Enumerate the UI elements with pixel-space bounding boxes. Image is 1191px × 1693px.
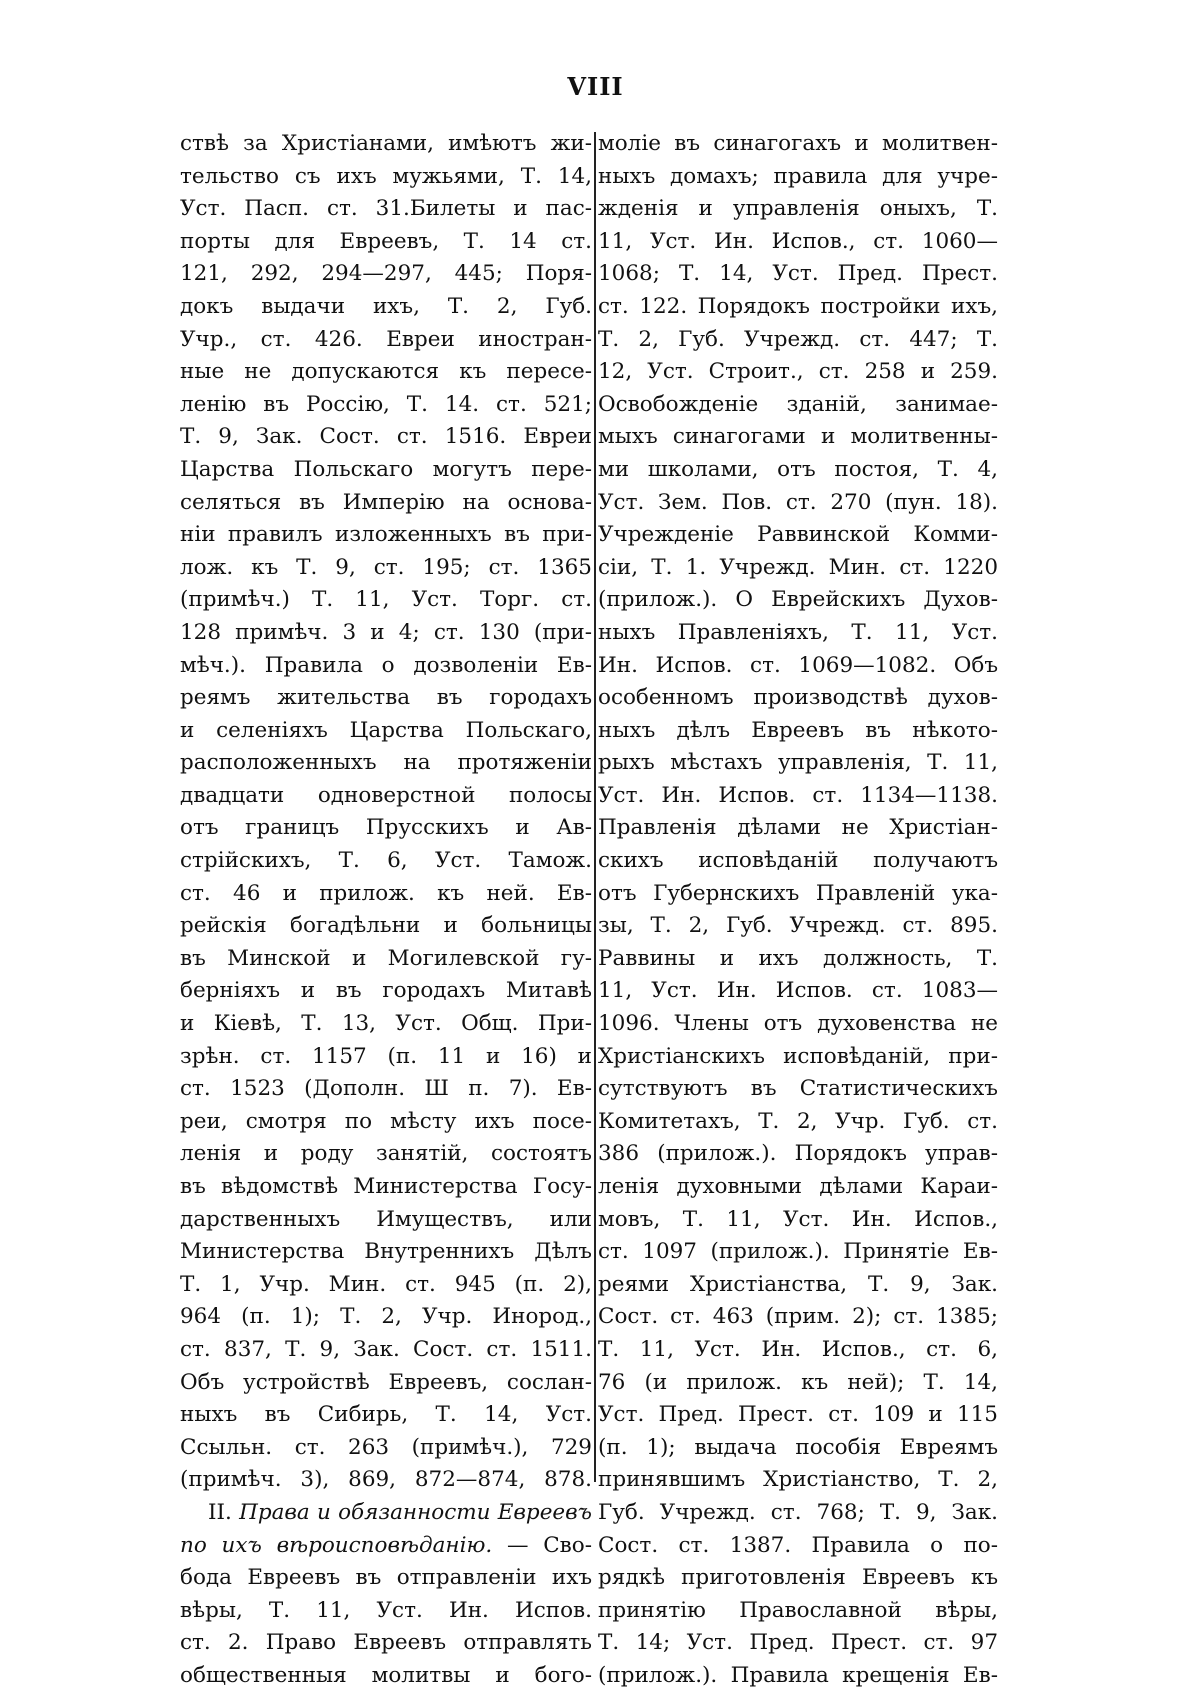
text-line: 11, Уст. Ин. Испов., ст. 1060— <box>598 228 998 254</box>
text-line: ленія духовными дѣлами Караи- <box>598 1174 998 1199</box>
text-line: лож. къ Т. 9, ст. 195; ст. 1365 <box>180 554 592 580</box>
text-line: Уст. Ин. Испов. ст. 1134—1138. <box>598 782 998 808</box>
text-line: Т. 14; Уст. Пред. Прест. ст. 97 <box>598 1630 998 1656</box>
text-line: ныхъ домахъ; правила для учре- <box>598 163 998 189</box>
text-line: Уст. Пасп. ст. 31.Билеты и пас- <box>180 196 592 222</box>
text-line: реи, смотря по мѣсту ихъ посе- <box>180 1108 592 1134</box>
column-divider <box>594 132 596 1482</box>
text-line: 128 примѣч. 3 и 4; ст. 130 (при- <box>180 619 592 645</box>
text-line: особенномъ производствѣ духов- <box>598 685 998 711</box>
text-line: бода Евреевъ въ отправленіи ихъ <box>180 1565 592 1591</box>
text-line: Учрежденіе Раввинской Комми- <box>598 522 998 548</box>
text-line: ленію въ Россію, Т. 14. ст. 521; <box>180 391 592 417</box>
text-line: отъ границъ Прусскихъ и Ав- <box>180 815 592 841</box>
text-line: (п. 1); выдача пособія Евреямъ <box>598 1434 998 1460</box>
text-line: общественныя молитвы и бого- <box>180 1662 592 1688</box>
text-line: ленія и роду занятій, состоятъ <box>180 1141 592 1167</box>
text-line: и Кіевѣ, Т. 13, Уст. Общ. При- <box>180 1011 592 1037</box>
text-line: Учр., ст. 426. Евреи иностран- <box>180 326 592 352</box>
text-line: въ вѣдомствѣ Министерства Госу- <box>180 1174 592 1199</box>
text-line: Сост. ст. 1387. Правила о по- <box>598 1532 998 1558</box>
text-line: дарственныхъ Имуществъ, или <box>180 1206 592 1232</box>
text-line: мыхъ синагогами и молитвенны- <box>598 424 998 450</box>
text-line: Освобожденіе зданій, занимае- <box>598 391 998 417</box>
text-line: (примѣч.) Т. 11, Уст. Торг. ст. <box>180 587 592 613</box>
text-line: Раввины и ихъ должность, Т. <box>598 945 998 971</box>
text-line: (примѣч. 3), 869, 872—874, 878. <box>180 1467 592 1493</box>
text-line: жденія и управленія оныхъ, Т. <box>598 196 998 222</box>
section-title-line1: Права и обязанности Евреевъ <box>239 1499 592 1525</box>
text-line: ст. 2. Право Евреевъ отправлять <box>180 1630 592 1656</box>
text-line: (прилож.). Правила крещенія Ев- <box>598 1662 998 1688</box>
text-line: рыхъ мѣстахъ управленія, Т. 11, <box>598 750 998 776</box>
right-column <box>598 128 998 1693</box>
text-line: ныхъ въ Сибирь, Т. 14, Уст. <box>180 1402 592 1428</box>
text-line: Правленія дѣлами не Христіан- <box>598 815 998 841</box>
text-line: ныхъ дѣлъ Евреевъ въ нѣкото- <box>598 717 998 743</box>
text-line: двадцати одноверстной полосы <box>180 782 592 808</box>
section-heading-continuation: — Сво- <box>492 1532 592 1558</box>
text-line: моліе въ синагогахъ и молитвен- <box>598 131 998 156</box>
text-line: Ин. Испов. ст. 1069—1082. Объ <box>598 652 998 678</box>
text-line: и селеніяхъ Царства Польскаго, <box>180 717 592 743</box>
text-line: Уст. Зем. Пов. ст. 270 (пун. 18). <box>598 489 998 515</box>
text-line: въ Минской и Могилевской гу- <box>180 945 592 971</box>
text-line: Царства Польскаго могутъ пере- <box>180 456 592 482</box>
text-line: реями Христіанства, Т. 9, Зак. <box>598 1271 998 1297</box>
text-line: Т. 1, Учр. Мин. ст. 945 (п. 2), <box>180 1271 592 1297</box>
text-line: принятію Православной вѣры, <box>598 1597 998 1623</box>
text-line: сутствуютъ въ Статистическихъ <box>598 1076 998 1102</box>
section-heading-line2 <box>180 1530 592 1563</box>
text-line: ствѣ за Христіанами, имѣютъ жи- <box>180 131 592 156</box>
text-line: зрѣн. ст. 1157 (п. 11 и 16) и <box>180 1043 592 1069</box>
text-line: сіи, Т. 1. Учрежд. Мин. ст. 1220 <box>598 554 998 580</box>
text-line: 1068; Т. 14, Уст. Пред. Прест. <box>598 261 998 287</box>
text-line: расположенныхъ на протяженіи <box>180 750 592 776</box>
text-line: 12, Уст. Строит., ст. 258 и 259. <box>598 359 998 385</box>
text-line: мовъ, Т. 11, Уст. Ин. Испов., <box>598 1206 998 1232</box>
text-line: вѣры, Т. 11, Уст. Ин. Испов. <box>180 1597 592 1623</box>
page-number: VIII <box>567 72 624 101</box>
text-line: ст. 46 и прилож. къ ней. Ев- <box>180 880 592 906</box>
text-line: отъ Губернскихъ Правленій ука- <box>598 880 998 906</box>
text-line: Сост. ст. 463 (прим. 2); ст. 1385; <box>598 1304 998 1330</box>
text-line: ст. 837, Т. 9, Зак. Сост. ст. 1511. <box>180 1336 592 1362</box>
text-line: Т. 9, Зак. Сост. ст. 1516. Евреи <box>180 424 592 450</box>
text-line: реямъ жительства въ городахъ <box>180 685 592 711</box>
section-number: II. <box>208 1499 232 1525</box>
section-title-line2: по ихъ вѣроисповѣданію. <box>180 1532 493 1558</box>
left-column <box>180 128 592 1693</box>
text-line: мѣч.). Правила о дозволеніи Ев- <box>180 652 592 678</box>
text-line: тельство съ ихъ мужьями, Т. 14, <box>180 163 592 189</box>
section-heading-line1 <box>180 1497 592 1530</box>
text-line: 121, 292, 294—297, 445; Поря- <box>180 261 592 287</box>
text-line: Христіанскихъ исповѣданій, при- <box>598 1043 998 1069</box>
text-line: селяться въ Имперію на основа- <box>180 489 592 515</box>
text-line: Губ. Учрежд. ст. 768; Т. 9, Зак. <box>598 1499 998 1525</box>
text-line: рейскія богадѣльни и больницы <box>180 913 592 939</box>
text-line: Объ устройствѣ Евреевъ, сослан- <box>180 1369 592 1395</box>
text-line: ст. 1523 (Дополн. Ш п. 7). Ев- <box>180 1076 592 1102</box>
text-line: порты для Евреевъ, Т. 14 ст. <box>180 228 592 254</box>
text-line: рядкѣ приготовленія Евреевъ къ <box>598 1565 998 1591</box>
text-line: ные не допускаются къ пересе- <box>180 359 592 385</box>
text-line: ст. 122. Порядокъ постройки ихъ, <box>598 293 998 319</box>
text-line: ныхъ Правленіяхъ, Т. 11, Уст. <box>598 619 998 645</box>
text-line: Ссыльн. ст. 263 (примѣч.), 729 <box>180 1434 592 1460</box>
text-line: берніяхъ и въ городахъ Митавѣ <box>180 978 592 1004</box>
text-line: докъ выдачи ихъ, Т. 2, Губ. <box>180 293 592 319</box>
text-line: Т. 2, Губ. Учрежд. ст. 447; Т. <box>598 326 998 352</box>
text-line: 1096. Члены отъ духовенства не <box>598 1011 998 1037</box>
text-line: Комитетахъ, Т. 2, Учр. Губ. ст. <box>598 1108 998 1134</box>
text-line: скихъ исповѣданій получаютъ <box>598 848 998 874</box>
text-line: принявшимъ Христіанство, Т. 2, <box>598 1467 998 1493</box>
text-line: ніи правилъ изложенныхъ въ при- <box>180 522 592 548</box>
text-line: 11, Уст. Ин. Испов. ст. 1083— <box>598 978 998 1004</box>
text-line: ст. 1097 (прилож.). Принятіе Ев- <box>598 1239 998 1265</box>
text-line: ми школами, отъ постоя, Т. 4, <box>598 456 998 482</box>
text-line: Уст. Пред. Прест. ст. 109 и 115 <box>598 1402 998 1428</box>
text-line: стрійскихъ, Т. 6, Уст. Тамож. <box>180 848 592 874</box>
text-line: Т. 11, Уст. Ин. Испов., ст. 6, <box>598 1336 998 1362</box>
text-line: зы, Т. 2, Губ. Учрежд. ст. 895. <box>598 913 998 939</box>
text-line: 386 (прилож.). Порядокъ управ- <box>598 1141 998 1167</box>
text-line: (прилож.). О Еврейскихъ Духов- <box>598 587 998 613</box>
text-line: 76 (и прилож. къ ней); Т. 14, <box>598 1369 998 1395</box>
text-line: Министерства Внутреннихъ Дѣлъ <box>180 1239 592 1265</box>
text-line: 964 (п. 1); Т. 2, Учр. Инород., <box>180 1304 592 1330</box>
